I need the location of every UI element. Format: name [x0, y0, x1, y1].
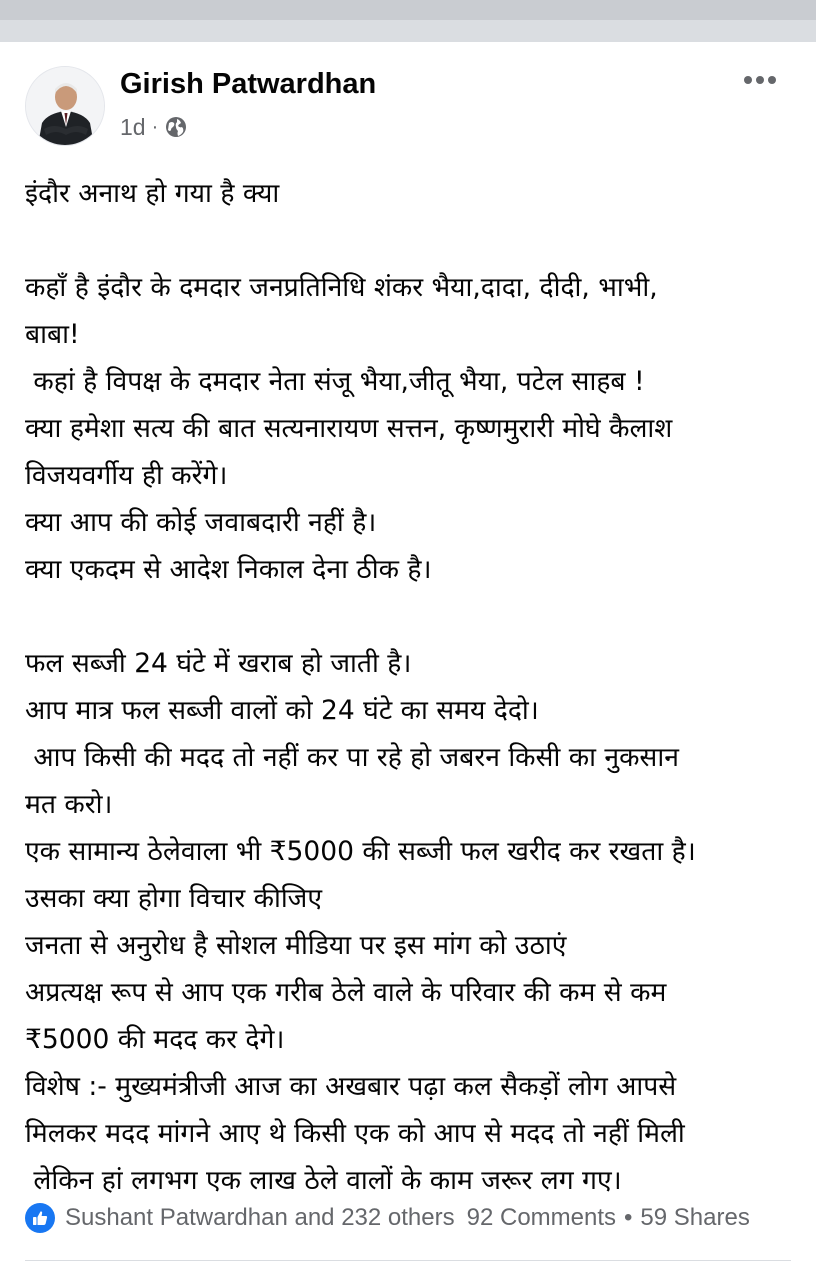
post-time[interactable]: 1d [120, 113, 146, 140]
footer-divider [25, 1260, 791, 1261]
post-line-7: विजयवर्गीय ही करेंगे। [25, 460, 228, 491]
post-line-4: बाबा! [25, 319, 80, 350]
post-blank-line [25, 217, 795, 264]
post-line-16: उसका क्या होगा विचार कीजिए [25, 883, 322, 914]
meta-separator: · [151, 115, 159, 138]
post-line-11: फल सब्जी 24 घंटे में खराब हो जाती है। [25, 648, 412, 679]
avatar[interactable] [25, 66, 105, 146]
post-card [0, 42, 816, 1280]
post-line-22: लेकिन हां लगभग एक लाख ठेले वालों के काम जरूर लग गए। [25, 1165, 622, 1196]
post-line-20: विशेष :- मुख्यमंत्रीजी आज का अखबार पढ़ा कल सैकड़ों लोग आपसे [25, 1071, 677, 1102]
author-name[interactable]: Girish Patwardhan [120, 68, 377, 100]
post-line-21: मिलकर मदद मांगने आए थे किसी एक को आप से मदद तो नहीं मिली [25, 1118, 685, 1149]
post-footer [25, 1198, 795, 1238]
post-blank-line [25, 593, 795, 640]
post-line-18: अप्रत्यक्ष रूप से आप एक गरीब ठेले वाले के परिवार की कम से कम [25, 977, 667, 1008]
post-line-9: क्या एकदम से आदेश निकाल देना ठीक है। [25, 554, 432, 585]
post-line-17: जनता से अनुरोध है सोशल मीडिया पर इस मांग को उठाएं [25, 930, 567, 961]
shares-count[interactable]: 59 Shares [640, 1204, 750, 1231]
post-line-12: आप मात्र फल सब्जी वालों को 24 घंटे का समय देदो। [25, 695, 539, 726]
thumbs-up-glyph-icon [31, 1209, 49, 1227]
post-meta [120, 112, 188, 142]
post-line-15: एक सामान्य ठेलेवाला भी ₹5000 की सब्जी फल खरीद कर रखता है। [25, 836, 696, 867]
footer-separator: • [624, 1204, 633, 1231]
post-line-8: क्या आप की कोई जवाबदारी नहीं है। [25, 507, 377, 538]
thumbs-up-icon[interactable] [25, 1203, 55, 1233]
post-line-19: ₹5000 की मदद कर देगे। [25, 1024, 285, 1055]
post-line-13: आप किसी की मदद तो नहीं कर पा रहे हो जबरन किसी का नुकसान [25, 742, 679, 773]
post-line-5: कहां है विपक्ष के दमदार नेता संजू भैया,जीतू भैया, पटेल साहब ! [25, 366, 645, 397]
reactions-count[interactable]: Sushant Patwardhan and 232 others [65, 1204, 455, 1231]
top-strip [0, 0, 816, 42]
more-options-icon[interactable] [740, 68, 780, 92]
post-line-3: कहाँ है इंदौर के दमदार जनप्रतिनिधि शंकर भैया,दादा, दीदी, भाभी, [25, 272, 658, 303]
comments-count[interactable]: 92 Comments [466, 1204, 617, 1231]
globe-icon [164, 115, 188, 139]
post-header [0, 42, 816, 162]
post-line-14: मत करो। [25, 789, 113, 820]
post-line-6: क्या हमेशा सत्य की बात सत्यनारायण सत्तन, कृष्णमुरारी मोघे कैलाश [25, 413, 673, 444]
avatar-photo-icon [26, 67, 104, 145]
post-body [25, 170, 795, 1204]
post-line-1: इंदौर अनाथ हो गया है क्या [25, 178, 280, 209]
